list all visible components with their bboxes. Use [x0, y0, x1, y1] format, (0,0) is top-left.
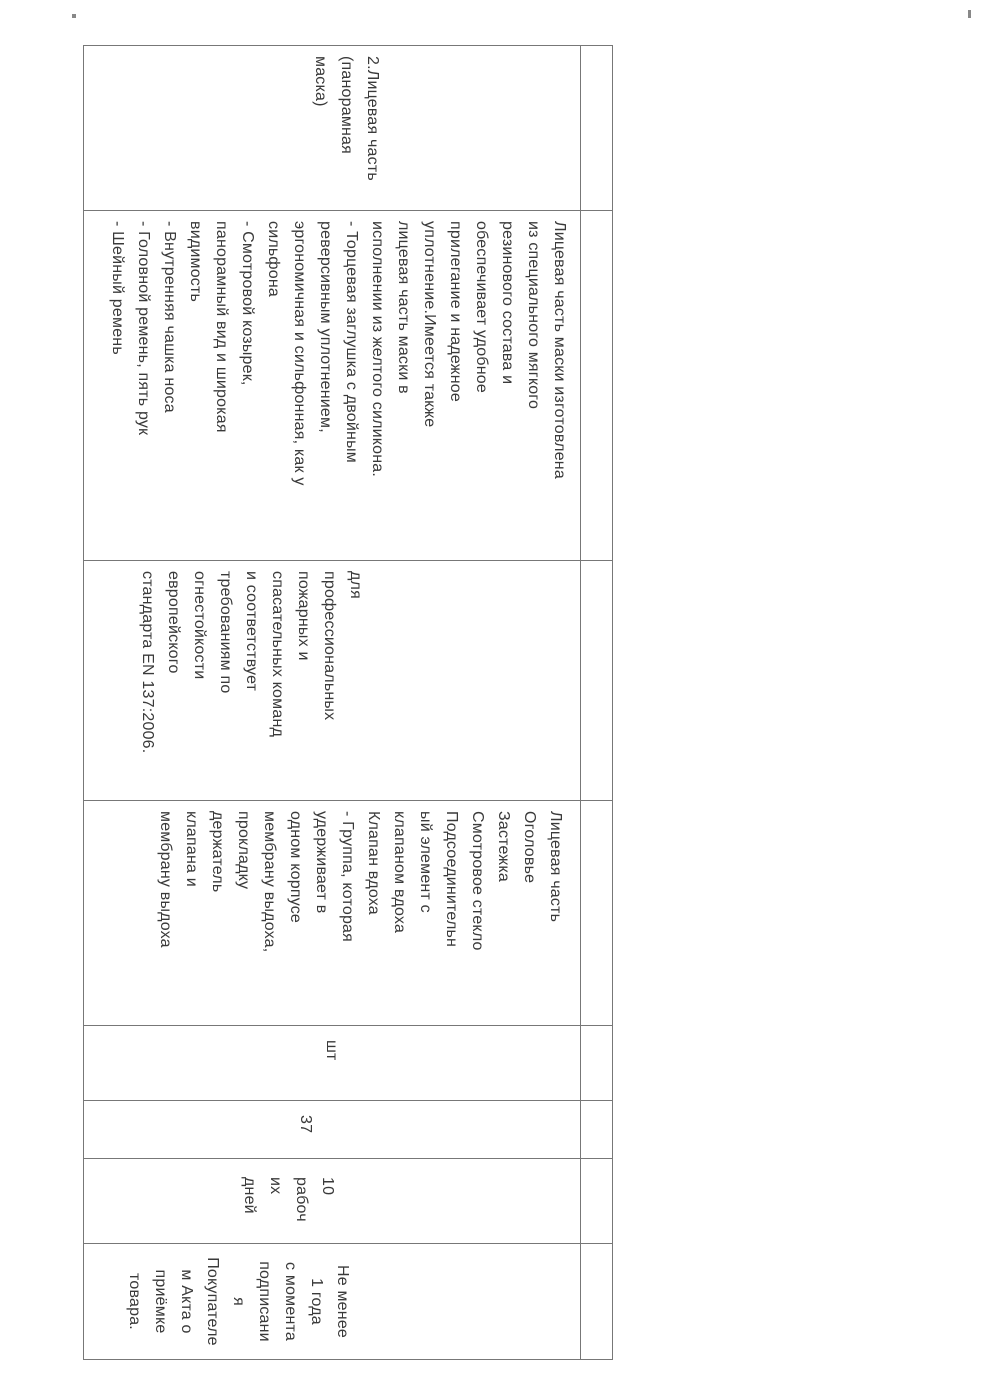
component-line: ый элемент с [417, 811, 434, 913]
description-line: исполнении из желтого силикона. [369, 221, 386, 478]
component-line: удерживает в [313, 811, 330, 914]
description-line: обеспечивает удобное [473, 221, 490, 393]
component-line: Оголовье [521, 811, 538, 884]
specification-table [83, 45, 613, 1360]
component-line: Лицевая часть [547, 811, 564, 923]
description-line: лицевая часть маски в [395, 221, 412, 394]
header-cell [581, 801, 612, 1026]
delivery-term-line: рабоч [293, 1177, 310, 1222]
description-line: - Головной ремень, пять рук [135, 221, 152, 436]
warranty-line: м Акта о [178, 1269, 195, 1334]
description-line: резинового состава и [499, 221, 516, 385]
description-line: панорамный вид и широкая [213, 221, 230, 433]
description-line: сильфона [265, 221, 282, 298]
description-line: видимость [187, 221, 204, 303]
purpose-line: огнестойкости [191, 571, 208, 680]
warranty-line: Не менее [334, 1264, 351, 1339]
component-line: - Группа, которая [339, 811, 356, 943]
description-line: уплотнение.Имеется также [421, 221, 438, 428]
table-header-strip [580, 46, 612, 1359]
header-cell [581, 46, 612, 211]
components-cell [84, 801, 580, 1026]
warranty-line: с момента [282, 1262, 299, 1341]
table-row [84, 46, 580, 1359]
item-name-cell [84, 46, 580, 211]
delivery-term-line: их [267, 1177, 284, 1195]
description-line: Лицевая часть маски изготовлена [551, 221, 568, 479]
warranty-line: Покупателе [204, 1257, 221, 1346]
quantity-value: 37 [297, 1115, 314, 1134]
purpose-line: стандарта EN 137:2006. [139, 571, 156, 754]
description-line: - Внутренняя чашка носа [161, 221, 178, 413]
scan-mark [72, 14, 76, 18]
purpose-line: профессиональных [321, 571, 338, 721]
warranty-line: 1 года [308, 1278, 325, 1325]
component-line: Смотровое стекло [469, 811, 486, 951]
description-line: из специального мягкого [525, 221, 542, 410]
description-line: эргономичная и сильфонная, как у [291, 221, 308, 486]
component-line: Застежка [495, 811, 512, 882]
purpose-line: для [347, 571, 364, 599]
component-line: клапана и [183, 811, 200, 887]
purpose-line: и соответствует [243, 571, 260, 692]
item-name-line: (панорамная [338, 56, 355, 155]
delivery-term-cell [84, 1159, 580, 1244]
header-cell [581, 1101, 612, 1159]
component-line: Клапан вдоха [365, 811, 382, 915]
purpose-line: спасательных команд [269, 571, 286, 738]
component-line: Подсоединительн [443, 811, 460, 948]
warranty-line: приёмке [152, 1269, 169, 1334]
header-cell [581, 1159, 612, 1244]
component-line: одном корпусе [287, 811, 304, 924]
purpose-cell [84, 561, 580, 801]
component-line: мембрану выдоха, [261, 811, 278, 953]
item-name-line: 2.Лицевая часть [364, 56, 381, 181]
unit-value: шт [323, 1040, 340, 1061]
description-line: - Торцевая заглушка с двойным [343, 221, 360, 463]
header-cell [581, 1244, 612, 1359]
component-line: мембрану выдоха [157, 811, 174, 948]
header-cell [581, 561, 612, 801]
component-line: клапаном вдоха [391, 811, 408, 934]
quantity-cell [84, 1101, 580, 1159]
component-line: прокладку [235, 811, 252, 890]
description-cell [84, 211, 580, 561]
warranty-line: я [230, 1297, 247, 1306]
component-line: держатель [209, 811, 226, 893]
delivery-term-line: дней [241, 1177, 258, 1214]
unit-cell [84, 1026, 580, 1101]
description-line: - Смотровой козырек, [239, 221, 256, 386]
purpose-line: пожарных и [295, 571, 312, 661]
description-line: реверсивным уплотнением, [317, 221, 334, 433]
description-line: прилегание и надежное [447, 221, 464, 402]
description-line: - Шейный ремень [109, 221, 126, 355]
warranty-cell [84, 1244, 580, 1359]
purpose-line: европейского [165, 571, 182, 674]
header-cell [581, 1026, 612, 1101]
delivery-term-line: 10 [319, 1177, 336, 1196]
header-cell [581, 211, 612, 561]
purpose-line: требованиям по [217, 571, 234, 694]
item-name-line: маска) [312, 56, 329, 107]
warranty-line: товара. [126, 1273, 143, 1330]
scan-mark [968, 10, 971, 18]
warranty-line: подписани [256, 1261, 273, 1342]
